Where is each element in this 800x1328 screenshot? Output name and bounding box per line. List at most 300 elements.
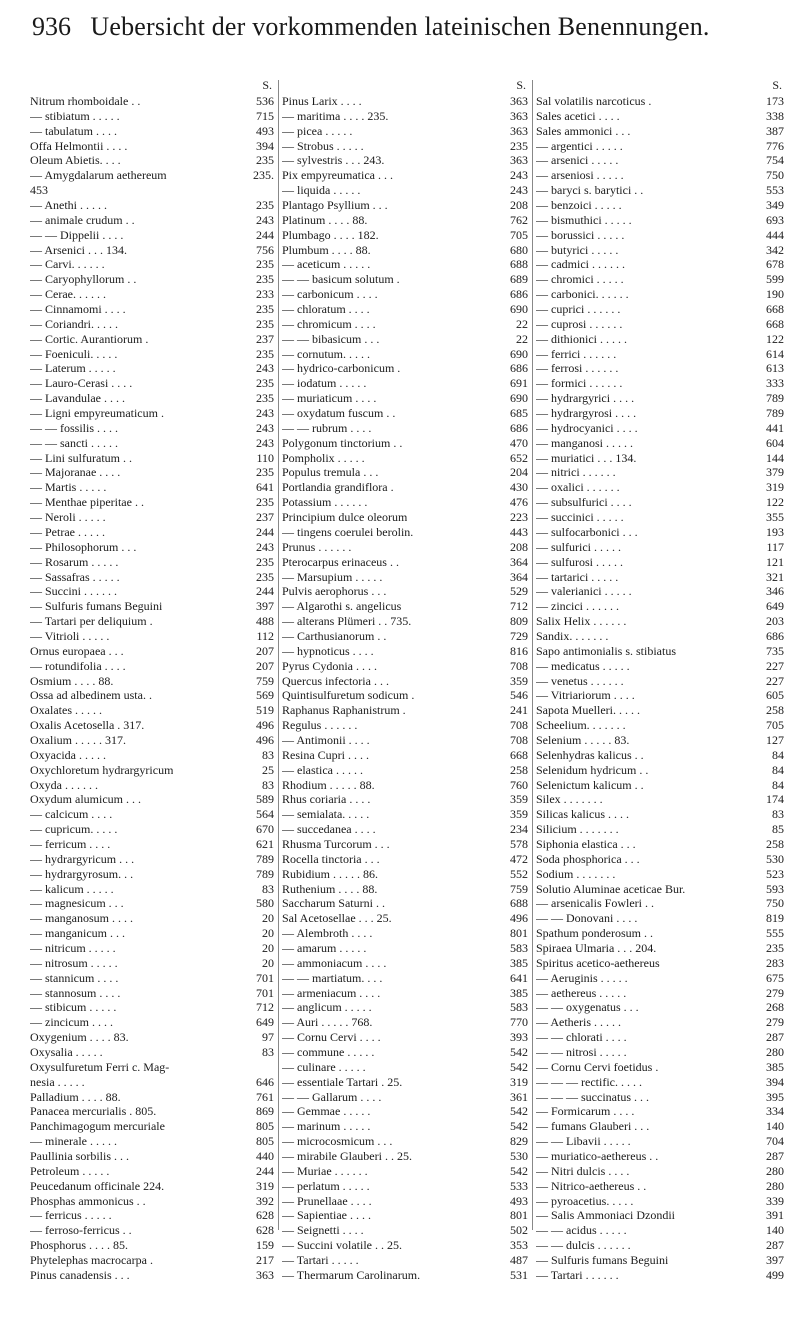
entry-term: — butyrici . . . . . bbox=[536, 242, 619, 257]
entry-term: Sodium . . . . . . . bbox=[536, 866, 616, 881]
entry-page: 363 bbox=[510, 94, 528, 108]
entry-page: 789 bbox=[256, 866, 274, 881]
entry-term: — cuprosi . . . . . . bbox=[536, 316, 623, 331]
index-entry bbox=[536, 139, 784, 154]
entry-term: — nitricum . . . . . bbox=[30, 940, 116, 955]
entry-term: Panchimagogum mercuriale bbox=[30, 1119, 165, 1134]
entry-page: 593 bbox=[766, 881, 784, 896]
entry-term: — venetus . . . . . . bbox=[536, 673, 624, 688]
index-entry bbox=[30, 1075, 274, 1090]
index-entry bbox=[30, 674, 274, 689]
index-entry bbox=[282, 733, 528, 748]
entry-page: 628 bbox=[256, 1223, 274, 1238]
entry-page: 754 bbox=[766, 153, 784, 168]
entry-term: Sal volatilis narcoticus . bbox=[536, 94, 652, 108]
entry-term: — Martis . . . . . bbox=[30, 480, 107, 495]
entry-page: 235 bbox=[256, 554, 274, 569]
entry-term: — Rosarum . . . . . bbox=[30, 554, 119, 569]
index-entry bbox=[536, 376, 784, 391]
index-entry bbox=[536, 986, 784, 1001]
entry-page: 22 bbox=[516, 331, 528, 346]
index-entry bbox=[536, 1090, 784, 1105]
entry-page: 110 bbox=[256, 450, 274, 465]
entry-page: 583 bbox=[510, 1000, 528, 1015]
entry-page: 385 bbox=[510, 955, 528, 970]
index-entry bbox=[536, 852, 784, 867]
entry-page: 243 bbox=[510, 168, 528, 183]
index-entry bbox=[30, 302, 274, 317]
index-entry bbox=[536, 540, 784, 555]
entry-page: 686 bbox=[510, 287, 528, 302]
entry-page: 816 bbox=[510, 643, 528, 658]
entry-term: Ruthenium . . . . 88. bbox=[282, 881, 378, 896]
entry-term: Panacea mercurialis . 805. bbox=[30, 1104, 157, 1119]
index-entry bbox=[536, 971, 784, 986]
entry-page: 359 bbox=[510, 673, 528, 688]
entry-page: 675 bbox=[766, 970, 784, 985]
index-entry bbox=[282, 703, 528, 718]
entry-term: Plumbago . . . . 182. bbox=[282, 227, 379, 242]
entry-page: 689 bbox=[510, 272, 528, 287]
entry-page: 207 bbox=[256, 643, 274, 658]
index-entry bbox=[536, 1253, 784, 1268]
entry-page: 244 bbox=[256, 524, 274, 539]
entry-page: 287 bbox=[766, 1149, 784, 1164]
index-entry bbox=[536, 644, 784, 659]
entry-page: 203 bbox=[766, 614, 784, 629]
index-entry bbox=[536, 436, 784, 451]
index-entry bbox=[30, 436, 274, 451]
entry-page: 244 bbox=[256, 1163, 274, 1178]
entry-page: 708 bbox=[510, 732, 528, 747]
entry-page: 762 bbox=[510, 212, 528, 227]
index-entry bbox=[536, 525, 784, 540]
entry-page: 379 bbox=[766, 465, 784, 480]
index-entry bbox=[282, 867, 528, 882]
index-entry bbox=[536, 1194, 784, 1209]
entry-term: Solutio Aluminae aceticae Bur. bbox=[536, 881, 686, 896]
index-entry bbox=[282, 480, 528, 495]
entry-term: — — sancti . . . . . bbox=[30, 435, 118, 450]
entry-page: 621 bbox=[256, 836, 274, 851]
entry-page: 235 bbox=[256, 376, 274, 391]
entry-term: — animale crudum . . bbox=[30, 212, 135, 227]
entry-term: Spiraea Ulmaria . . . 204. bbox=[536, 940, 657, 955]
entry-term: — Thermarum Carolinarum. bbox=[282, 1267, 421, 1282]
index-entry bbox=[282, 1045, 528, 1060]
index-entry bbox=[282, 1090, 528, 1105]
entry-page: 359 bbox=[510, 792, 528, 807]
entry-page: 339 bbox=[766, 1193, 784, 1208]
index-entry bbox=[30, 1194, 274, 1209]
entry-term: — borussici . . . . . bbox=[536, 227, 625, 242]
entry-term: Rhodium . . . . . 88. bbox=[282, 777, 375, 792]
entry-page: 283 bbox=[766, 955, 784, 970]
index-entry bbox=[282, 510, 528, 525]
entry-page: 809 bbox=[510, 614, 528, 629]
entry-page: 258 bbox=[766, 836, 784, 851]
entry-term: Plumbum . . . . 88. bbox=[282, 242, 371, 257]
index-entry bbox=[30, 376, 274, 391]
entry-page: 364 bbox=[510, 569, 528, 584]
entry-term: — liquida . . . . . bbox=[282, 183, 361, 198]
index-column-3 bbox=[536, 78, 784, 1283]
entry-term: — — chlorati . . . . bbox=[536, 1030, 627, 1045]
entry-page: 223 bbox=[510, 510, 528, 525]
index-entry bbox=[30, 1268, 274, 1283]
index-entry bbox=[30, 213, 274, 228]
entry-page: 805 bbox=[256, 1119, 274, 1134]
entry-term: — zincicum . . . . bbox=[30, 1015, 113, 1030]
index-entry bbox=[30, 243, 274, 258]
index-entry bbox=[536, 1015, 784, 1030]
index-entry bbox=[30, 703, 274, 718]
index-entry bbox=[30, 778, 274, 793]
entry-term: — Ligni empyreumaticum . bbox=[30, 406, 164, 421]
index-entry bbox=[282, 911, 528, 926]
entry-page: 652 bbox=[510, 450, 528, 465]
entry-page: 217 bbox=[256, 1253, 274, 1268]
entry-page: 235 bbox=[256, 465, 274, 480]
entry-page: 542 bbox=[510, 1119, 528, 1134]
entry-page: 542 bbox=[510, 1045, 528, 1059]
index-entry bbox=[536, 183, 784, 198]
entry-page: 756 bbox=[256, 242, 274, 257]
entry-term: — — oxygenatus . . . bbox=[536, 1000, 639, 1015]
index-entry bbox=[30, 257, 274, 272]
index-entry bbox=[536, 406, 784, 421]
index-entry bbox=[282, 778, 528, 793]
entry-term: — Amygdalarum aethereum bbox=[30, 168, 167, 183]
entry-page: 578 bbox=[510, 836, 528, 851]
entry-page: 20 bbox=[262, 911, 274, 926]
index-entry bbox=[282, 1000, 528, 1015]
index-entry bbox=[30, 510, 274, 525]
entry-term: — Cerae. . . . . . bbox=[30, 287, 106, 302]
entry-term: — muriaticum . . . . bbox=[282, 391, 377, 406]
index-entry bbox=[536, 1179, 784, 1194]
index-entry bbox=[536, 421, 784, 436]
index-entry bbox=[30, 480, 274, 495]
index-entry bbox=[282, 674, 528, 689]
entry-term: — arseniosi . . . . . bbox=[536, 168, 624, 183]
index-entry bbox=[536, 896, 784, 911]
index-entry bbox=[30, 1208, 274, 1223]
index-entry bbox=[282, 153, 528, 168]
index-entry bbox=[282, 228, 528, 243]
entry-page: 85 bbox=[772, 822, 784, 837]
column-header-s: S. bbox=[772, 78, 782, 92]
index-entry bbox=[282, 971, 528, 986]
entry-page: 235 bbox=[256, 495, 274, 510]
entry-page: 361 bbox=[510, 1089, 528, 1104]
index-entry bbox=[30, 688, 274, 703]
entry-term: — Algarothi s. angelicus bbox=[282, 599, 402, 614]
entry-term: — Nitrico-aethereus . . bbox=[536, 1178, 647, 1193]
index-entry bbox=[536, 451, 784, 466]
entry-term: — Auri . . . . . 768. bbox=[282, 1015, 373, 1030]
entry-page: 235. bbox=[253, 168, 274, 183]
entry-term: Nitrum rhomboidale . . bbox=[30, 94, 141, 108]
entry-term: — Tartari . . . . . bbox=[282, 1253, 359, 1268]
entry-term: Prunus . . . . . . bbox=[282, 539, 352, 554]
entry-term: — — Dippelii . . . . bbox=[30, 227, 124, 242]
entry-page: 83 bbox=[262, 747, 274, 762]
index-entry bbox=[282, 287, 528, 302]
index-entry bbox=[30, 748, 274, 763]
index-entry bbox=[30, 391, 274, 406]
index-entry bbox=[282, 1164, 528, 1179]
entry-term: — — Donovani . . . . bbox=[536, 911, 638, 926]
index-entry bbox=[30, 555, 274, 570]
entry-term: — armeniacum . . . . bbox=[282, 985, 381, 1000]
index-entry bbox=[30, 198, 274, 213]
index-entry bbox=[30, 406, 274, 421]
entry-term: Silex . . . . . . . bbox=[536, 792, 603, 807]
index-entry bbox=[30, 153, 274, 168]
index-entry bbox=[30, 495, 274, 510]
index-entry bbox=[536, 688, 784, 703]
index-entry bbox=[282, 1015, 528, 1030]
index-entry bbox=[282, 451, 528, 466]
entry-page: 392 bbox=[256, 1193, 274, 1208]
entry-page: 529 bbox=[510, 584, 528, 599]
entry-page: 801 bbox=[510, 926, 528, 941]
entry-page: 235 bbox=[256, 569, 274, 584]
entry-page: 20 bbox=[262, 926, 274, 941]
entry-page: 553 bbox=[766, 183, 784, 198]
entry-page: 441 bbox=[766, 420, 784, 435]
entry-term: — Sassafras . . . . . bbox=[30, 569, 120, 584]
entry-page: 235 bbox=[256, 302, 274, 317]
entry-page: 235 bbox=[766, 940, 784, 955]
entry-term: — — acidus . . . . . bbox=[536, 1223, 627, 1238]
entry-page: 268 bbox=[766, 1000, 784, 1015]
index-entry bbox=[282, 421, 528, 436]
entry-term: — medicatus . . . . . bbox=[536, 658, 630, 673]
index-entry bbox=[282, 1194, 528, 1209]
entry-page: 117 bbox=[766, 539, 784, 554]
index-entry bbox=[282, 986, 528, 1001]
index-entry bbox=[30, 659, 274, 674]
index-entry bbox=[282, 688, 528, 703]
index-entry bbox=[30, 896, 274, 911]
entry-term: — Aeruginis . . . . . bbox=[536, 970, 628, 985]
index-entry bbox=[282, 391, 528, 406]
entry-page: 668 bbox=[766, 316, 784, 331]
entry-term: Oxysalia . . . . . bbox=[30, 1045, 103, 1059]
index-entry bbox=[282, 807, 528, 822]
entry-term: — succinici . . . . . bbox=[536, 510, 624, 525]
entry-term: Pompholix . . . . . bbox=[282, 450, 365, 465]
entry-term: — Strobus . . . . . bbox=[282, 138, 364, 153]
index-entry bbox=[282, 139, 528, 154]
index-entry bbox=[30, 599, 274, 614]
entry-term: — nitrici . . . . . . bbox=[536, 465, 616, 480]
entry-term: — arsenici . . . . . bbox=[536, 153, 619, 168]
index-entry bbox=[30, 1090, 274, 1105]
entry-term: — chromicum . . . . bbox=[282, 316, 376, 331]
entry-page: 112 bbox=[256, 628, 274, 643]
entry-term: — ferrici . . . . . . bbox=[536, 346, 617, 361]
index-entry bbox=[282, 584, 528, 599]
index-entry bbox=[282, 332, 528, 347]
entry-term: Principium dulce oleorum bbox=[282, 510, 408, 525]
entry-term: — Laterum . . . . . bbox=[30, 361, 116, 376]
index-entry bbox=[30, 421, 274, 436]
entry-page: 569 bbox=[256, 688, 274, 703]
entry-term: — muriatico-aethereus . . bbox=[536, 1149, 659, 1164]
index-entry bbox=[536, 1045, 784, 1060]
entry-term: Pinus canadensis . . . bbox=[30, 1267, 130, 1282]
entry-term: Peucedanum officinale 224. bbox=[30, 1178, 165, 1193]
index-entry bbox=[30, 718, 274, 733]
index-entry bbox=[536, 272, 784, 287]
entry-page: 604 bbox=[766, 435, 784, 450]
entry-term: — oxydatum fuscum . . bbox=[282, 406, 396, 421]
index-entry bbox=[30, 1119, 274, 1134]
entry-term: nesia . . . . . bbox=[30, 1074, 85, 1089]
entry-page: 555 bbox=[766, 926, 784, 941]
index-entry bbox=[30, 926, 274, 941]
entry-page: 688 bbox=[510, 257, 528, 272]
entry-page: 715 bbox=[256, 108, 274, 123]
entry-term: — — Libavii . . . . . bbox=[536, 1134, 631, 1149]
entry-term: — dithionici . . . . . bbox=[536, 331, 627, 346]
index-entry bbox=[282, 495, 528, 510]
entry-term: — ferricum . . . . bbox=[30, 836, 111, 851]
index-entry bbox=[282, 376, 528, 391]
entry-term: — Succini volatile . . 25. bbox=[282, 1238, 402, 1253]
column-divider bbox=[532, 80, 533, 1230]
entry-page: 430 bbox=[510, 480, 528, 495]
index-entry bbox=[30, 1060, 274, 1075]
index-entry bbox=[282, 852, 528, 867]
column-header-s: S. bbox=[262, 78, 272, 92]
index-entry bbox=[30, 911, 274, 926]
entry-term: — Nitri dulcis . . . . bbox=[536, 1163, 630, 1178]
index-entry bbox=[30, 1000, 274, 1015]
entry-term: — sulfurosi . . . . . bbox=[536, 554, 623, 569]
entry-term: — cornutum. . . . . bbox=[282, 346, 370, 361]
index-entry bbox=[536, 807, 784, 822]
index-entry bbox=[282, 926, 528, 941]
page-header bbox=[0, 0, 800, 60]
entry-term: — — basicum solutum . bbox=[282, 272, 400, 287]
entry-page: 395 bbox=[766, 1089, 784, 1104]
entry-term: Scheelium. . . . . . . bbox=[536, 718, 626, 733]
entry-term: — Majoranae . . . . bbox=[30, 465, 121, 480]
entry-term: — Carthusianorum . . bbox=[282, 628, 387, 643]
entry-page: 84 bbox=[772, 762, 784, 777]
index-column-1 bbox=[30, 78, 274, 1283]
index-entry bbox=[536, 361, 784, 376]
entry-page: 580 bbox=[256, 896, 274, 911]
entry-term: — Antimonii . . . . bbox=[282, 732, 370, 747]
index-entry bbox=[536, 1000, 784, 1015]
index-entry bbox=[30, 361, 274, 376]
entry-term: — cuprici . . . . . . bbox=[536, 302, 621, 317]
entry-term: — Alembroth . . . . bbox=[282, 926, 373, 941]
entry-page: 819 bbox=[766, 911, 784, 926]
entry-page: 530 bbox=[766, 851, 784, 866]
entry-term: — Aetheris . . . . . bbox=[536, 1015, 621, 1030]
entry-term: Ornus europaea . . . bbox=[30, 643, 124, 658]
index-entry bbox=[282, 436, 528, 451]
entry-term: — — bibasicum . . . bbox=[282, 331, 380, 346]
index-entry bbox=[282, 1149, 528, 1164]
entry-term: — Menthae piperitae . . bbox=[30, 495, 144, 510]
entry-page: 668 bbox=[766, 302, 784, 317]
entry-page: 355 bbox=[766, 510, 784, 525]
index-entry bbox=[282, 1179, 528, 1194]
entry-term: — Coriandri. . . . . bbox=[30, 316, 118, 331]
index-entry bbox=[536, 748, 784, 763]
index-entry bbox=[30, 584, 274, 599]
entry-term: — magnesicum . . . bbox=[30, 896, 124, 911]
index-entry bbox=[282, 198, 528, 213]
entry-page: 364 bbox=[510, 554, 528, 569]
entry-page: 353 bbox=[510, 1238, 528, 1253]
index-entry bbox=[536, 792, 784, 807]
index-entry bbox=[536, 1104, 784, 1119]
entry-term: Pterocarpus erinaceus . . bbox=[282, 554, 399, 569]
entry-page: 321 bbox=[766, 569, 784, 584]
entry-term: Platinum . . . . 88. bbox=[282, 212, 368, 227]
index-entry bbox=[282, 792, 528, 807]
entry-term: — aceticum . . . . . bbox=[282, 257, 371, 272]
entry-page: 668 bbox=[510, 747, 528, 762]
entry-term: Sales ammonici . . . bbox=[536, 123, 631, 138]
entry-term: — Sapientiae . . . . bbox=[282, 1208, 371, 1223]
index-entry bbox=[282, 406, 528, 421]
index-entry bbox=[282, 347, 528, 362]
index-entry bbox=[536, 1164, 784, 1179]
entry-page: 789 bbox=[766, 391, 784, 406]
entry-term: Plantago Psyllium . . . bbox=[282, 198, 388, 213]
entry-term: — nitrosum . . . . . bbox=[30, 955, 118, 970]
entry-page: 443 bbox=[510, 524, 528, 539]
entry-page: 235 bbox=[256, 257, 274, 272]
entry-page: 243 bbox=[256, 539, 274, 554]
index-entry bbox=[536, 510, 784, 525]
index-entry bbox=[536, 1268, 784, 1283]
entry-page: 319 bbox=[510, 1074, 528, 1089]
entry-page: 829 bbox=[510, 1134, 528, 1149]
index-entry bbox=[536, 332, 784, 347]
index-entry bbox=[536, 599, 784, 614]
entry-term: Oxysulfuretum Ferri c. Mag- bbox=[30, 1059, 170, 1074]
entry-term: — tingens coerulei berolin. bbox=[282, 524, 414, 539]
entry-page: 546 bbox=[510, 688, 528, 703]
entry-term: Spiritus acetico-aethereus bbox=[536, 955, 660, 970]
entry-page: 280 bbox=[766, 1178, 784, 1193]
index-entry bbox=[30, 525, 274, 540]
entry-page: 121 bbox=[766, 554, 784, 569]
entry-page: 204 bbox=[510, 465, 528, 480]
entry-term: — Neroli . . . . . bbox=[30, 510, 106, 525]
entry-term: Oxyacida . . . . . bbox=[30, 747, 106, 762]
entry-page: 243 bbox=[256, 212, 274, 227]
entry-page: 208 bbox=[510, 198, 528, 213]
entry-term: — manganosum . . . . bbox=[30, 911, 133, 926]
entry-page: 542 bbox=[510, 1163, 528, 1178]
entry-page: 472 bbox=[510, 851, 528, 866]
entry-term: — Succini . . . . . . bbox=[30, 584, 117, 599]
entry-term: — stibicum . . . . . bbox=[30, 1000, 117, 1015]
entry-term: — subsulfurici . . . . bbox=[536, 495, 632, 510]
entry-page: 536 bbox=[256, 94, 274, 108]
